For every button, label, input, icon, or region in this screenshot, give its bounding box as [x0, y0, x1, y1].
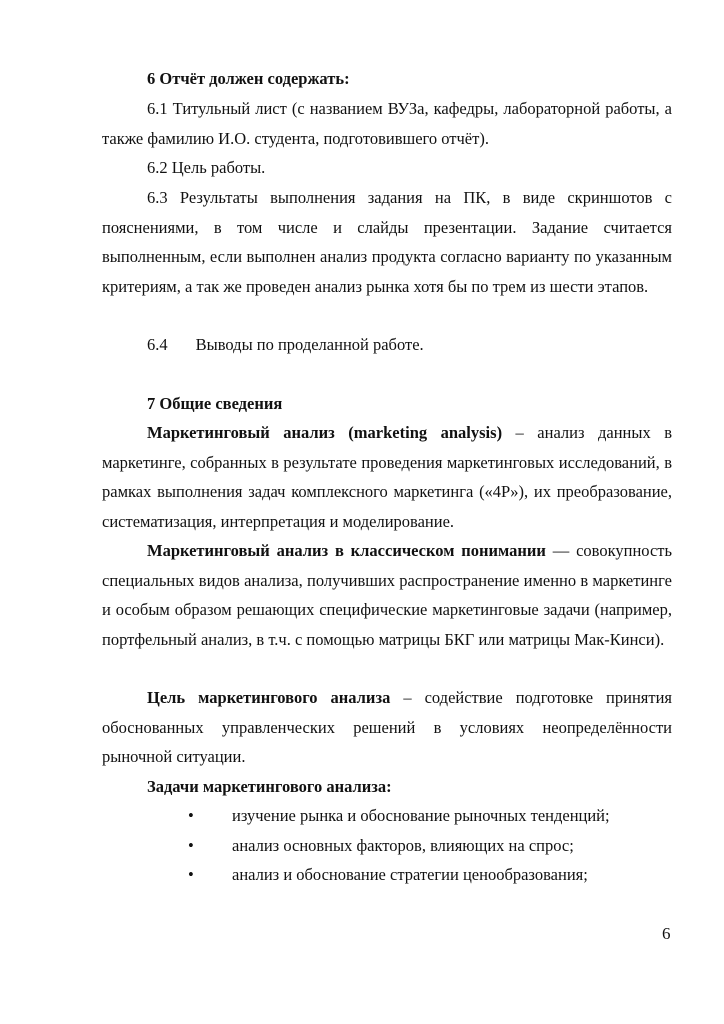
- task-item-1: изучение рынка и обоснование рыночных тенденций;: [232, 806, 610, 825]
- section-6-item-1: 6.1 Титульный лист (с названием ВУЗа, кафедры, лабораторной работы, а также фамилию И.О. студента, подготовившего отчёт).: [102, 99, 672, 148]
- section-6-heading: 6 Отчёт должен содержать:: [147, 69, 350, 88]
- section-6-item-3: 6.3 Результаты выполнения задания на ПК, в виде скриншотов с пояснениями, в том числе и слайды презентации. Задание считается выполненным, если выполнен анализ продукта согласно варианту по указанным критериям, а так же проведен анализ рынка хотя бы по трем из шести этапов.: [102, 188, 672, 296]
- bullet-3: •: [188, 865, 194, 884]
- section-6-item-4-text: Выводы по проделанной работе.: [195, 335, 424, 354]
- section-6-item-4-number: 6.4: [147, 335, 168, 354]
- definition-paragraph-1: Маркетинговый анализ (marketing analysis) – анализ данных в маркетинге, собранных в результате проведения маркетинговых исследований, в рамках выполнения задач комплексного маркетинга («4P»), их преобразование, систематизация, интерпретация и моделирование.: [102, 423, 672, 531]
- task-item-2: анализ основных факторов, влияющих на спрос;: [232, 836, 574, 855]
- goal-paragraph: Цель маркетингового анализа – содействие подготовке принятия обоснованных управленческих решений в условиях неопределённости рыночной ситуации.: [102, 688, 673, 766]
- page-number: 6: [662, 924, 671, 943]
- task-item-3: анализ и обоснование стратегии ценообразования;: [232, 865, 588, 884]
- section-7-heading: 7 Общие сведения: [147, 394, 283, 413]
- tasks-heading: Задачи маркетингового анализа:: [147, 777, 392, 796]
- bullet-2: •: [188, 836, 194, 855]
- bullet-1: •: [188, 806, 194, 825]
- section-6-item-4: [147, 330, 424, 360]
- section-6-item-2: 6.2 Цель работы.: [147, 158, 266, 177]
- definition-paragraph-2: Маркетинговый анализ в классическом понимании — совокупность специальных видов анализа, получивших распространение именно в маркетинге и особым образом решающих специфические маркетинговые задачи (например, портфельный анализ, в т.ч. с помощью матрицы БКГ или матрицы Мак-Кинси).: [102, 541, 673, 649]
